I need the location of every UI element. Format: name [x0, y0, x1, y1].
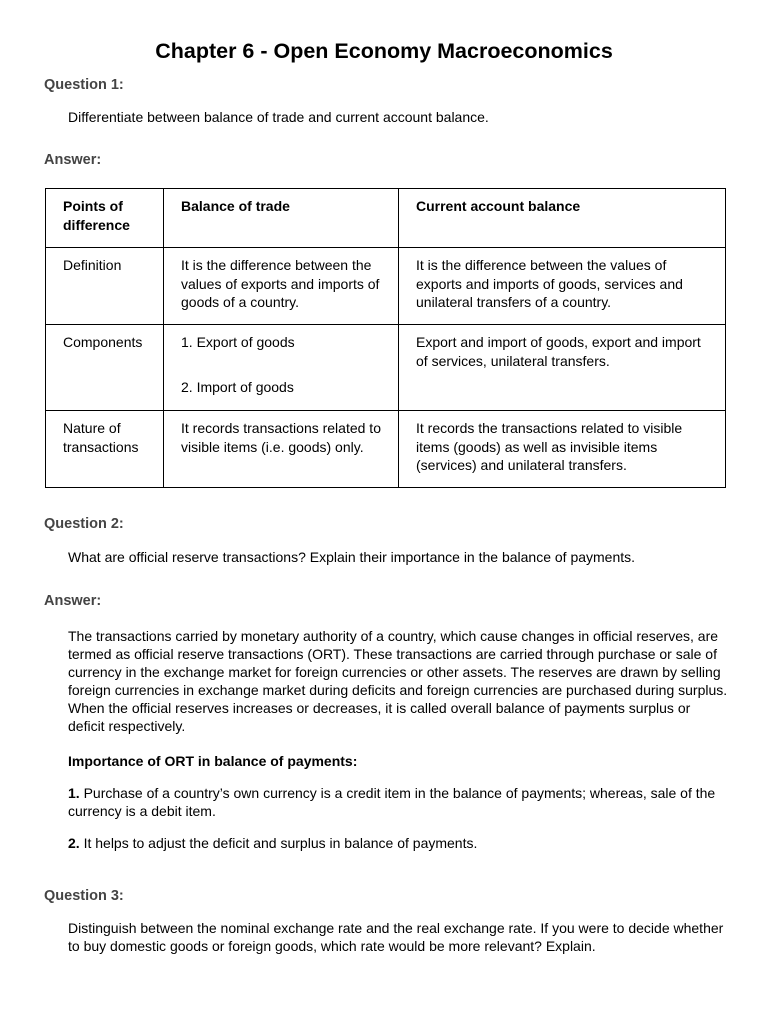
- component-item: 2. Import of goods: [181, 378, 294, 395]
- table-cell: Definition: [46, 248, 164, 325]
- page-title: Chapter 6 - Open Economy Macroeconomics: [155, 39, 613, 63]
- importance-point-1: [68, 784, 728, 820]
- table-header-cell: Balance of trade: [164, 189, 399, 248]
- question-1-heading: Question 1:: [44, 77, 124, 93]
- comparison-table: [45, 188, 726, 488]
- question-3-text: Distinguish between the nominal exchange rate and the real exchange rate. If you were to decide whether to buy domestic goods or foreign goods, which rate would be more relevant? Explain.: [68, 920, 724, 954]
- table-row: [46, 325, 726, 411]
- point-text: Purchase of a country’s own currency is a credit item in the balance of payments; whereas, sale of the currency is a debit item.: [68, 785, 716, 819]
- table-cell: [164, 325, 399, 411]
- question-2-heading: Question 2:: [44, 516, 124, 532]
- importance-heading: Importance of ORT in balance of payments:: [68, 753, 358, 769]
- question-1-text: Differentiate between balance of trade and current account balance.: [68, 109, 489, 125]
- table-cell: It records the transactions related to visible items (goods) as well as invisible items (services) and unilateral transfers.: [399, 411, 726, 488]
- question-3-heading: Question 3:: [44, 888, 124, 904]
- table-cell: Nature of transactions: [46, 411, 164, 488]
- table-cell: Components: [46, 325, 164, 411]
- point-number: 1.: [68, 785, 80, 801]
- table-cell: It records transactions related to visible items (i.e. goods) only.: [164, 411, 399, 488]
- table-cell: Export and import of goods, export and import of services, unilateral transfers.: [399, 325, 726, 411]
- question-2-text: What are official reserve transactions? Explain their importance in the balance of payments.: [68, 549, 636, 565]
- table-row: [46, 248, 726, 325]
- importance-point-2: [68, 834, 728, 852]
- table-header-cell: Current account balance: [399, 189, 726, 248]
- answer-1-heading: Answer:: [44, 152, 102, 168]
- table-cell: It is the difference between the values of exports and imports of goods, services and unilateral transfers of a country.: [399, 248, 726, 325]
- point-text: It helps to adjust the deficit and surplus in balance of payments.: [79, 835, 478, 851]
- answer-2-heading: Answer:: [44, 593, 102, 609]
- table-header-row: [46, 189, 726, 248]
- component-item: 1. Export of goods: [181, 334, 295, 350]
- table-row: [46, 411, 726, 488]
- table-cell: It is the difference between the values of exports and imports of goods of a country.: [164, 248, 399, 325]
- answer-2-paragraph: The transactions carried by monetary authority of a country, which cause changes in official reserves, are termed as official reserve transactions (ORT). These transactions are carried through purchase or sale of currency in the exchange market for foreign currencies or other assets. The reserves are drawn by selling foreign currencies in exchange market during deficits and foreign currencies are purchased during surplus. When the official reserves increases or decreases, it is called overall balance of payments surplus or deficit respectively.: [68, 628, 728, 734]
- table-header-cell: Points of difference: [46, 189, 164, 248]
- point-number: 2.: [68, 835, 80, 851]
